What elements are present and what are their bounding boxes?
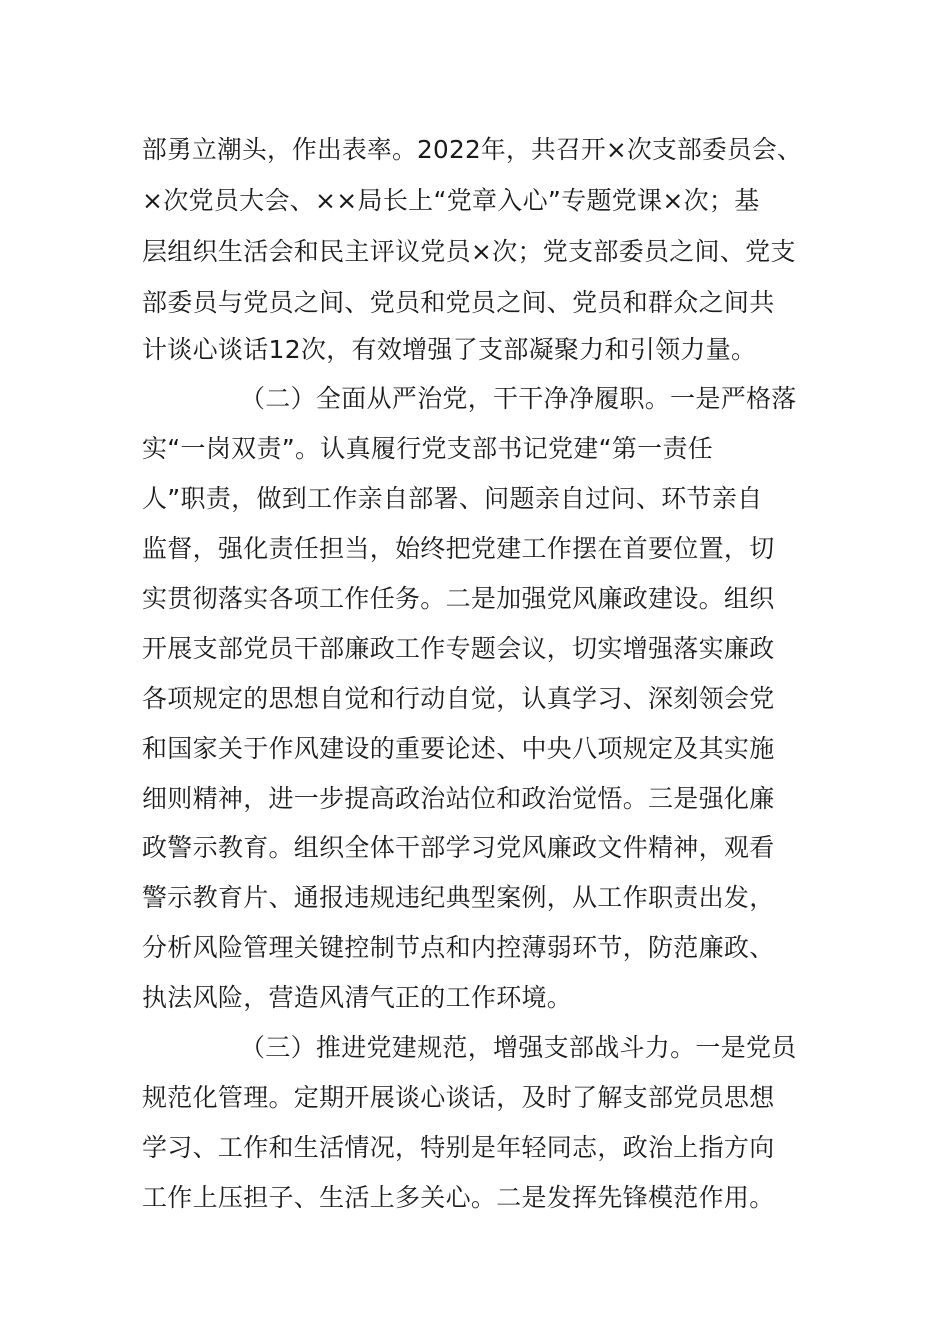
text-line: 警示教育片、通报违规违纪典型案例，从工作职责出发， xyxy=(142,883,775,912)
text-line: ×次党员大会、××局长上“党章入心”专题党课×次；基 xyxy=(142,186,760,215)
text-line: 人”职责，做到工作亲自部署、问题亲自过问、环节亲自 xyxy=(142,484,763,513)
text-line: 工作上压担子、生活上多关心。二是发挥先锋模范作用。 xyxy=(142,1183,775,1212)
text-line: 监督，强化责任担当，始终把党建工作摆在首要位置，切 xyxy=(142,534,775,563)
text-line: 政警示教育。组织全体干部学习党风廉政文件精神，观看 xyxy=(142,833,775,862)
section-heading-2: （二）全面从严治党，干干净净履职。一是严格落 xyxy=(240,384,797,413)
section-heading-3: （三）推进党建规范，增强支部战斗力。一是党员 xyxy=(240,1033,797,1062)
text-line: 部勇立潮头，作出表率。2022年，共召开×次支部委员会、 xyxy=(142,135,802,164)
text-line: 开展支部党员干部廉政工作专题会议，切实增强落实廉政 xyxy=(142,634,775,663)
text-line: 实贯彻落实各项工作任务。二是加强党风廉政建设。组织 xyxy=(142,584,775,613)
text-line: 计谈心谈话12次，有效增强了支部凝聚力和引领力量。 xyxy=(142,335,757,364)
text-line: 实“一岗双责”。认真履行党支部书记党建“第一责任 xyxy=(142,434,714,463)
text-line: 细则精神，进一步提高政治站位和政治觉悟。三是强化廉 xyxy=(142,784,775,813)
text-line: 规范化管理。定期开展谈心谈话，及时了解支部党员思想 xyxy=(142,1083,775,1112)
text-line: 层组织生活会和民主评议党员×次；党支部委员之间、党支 xyxy=(142,237,796,266)
text-line: 分析风险管理关键控制节点和内控薄弱环节，防范廉政、 xyxy=(142,933,775,962)
text-line: 执法风险，营造风清气正的工作环境。 xyxy=(142,983,573,1012)
text-line: 部委员与党员之间、党员和党员之间、党员和群众之间共 xyxy=(142,288,775,317)
text-line: 和国家关于作风建设的重要论述、中央八项规定及其实施 xyxy=(142,734,775,763)
text-line: 学习、工作和生活情况，特别是年轻同志，政治上指方向 xyxy=(142,1133,775,1162)
text-line: 各项规定的思想自觉和行动自觉，认真学习、深刻领会党 xyxy=(142,684,775,713)
